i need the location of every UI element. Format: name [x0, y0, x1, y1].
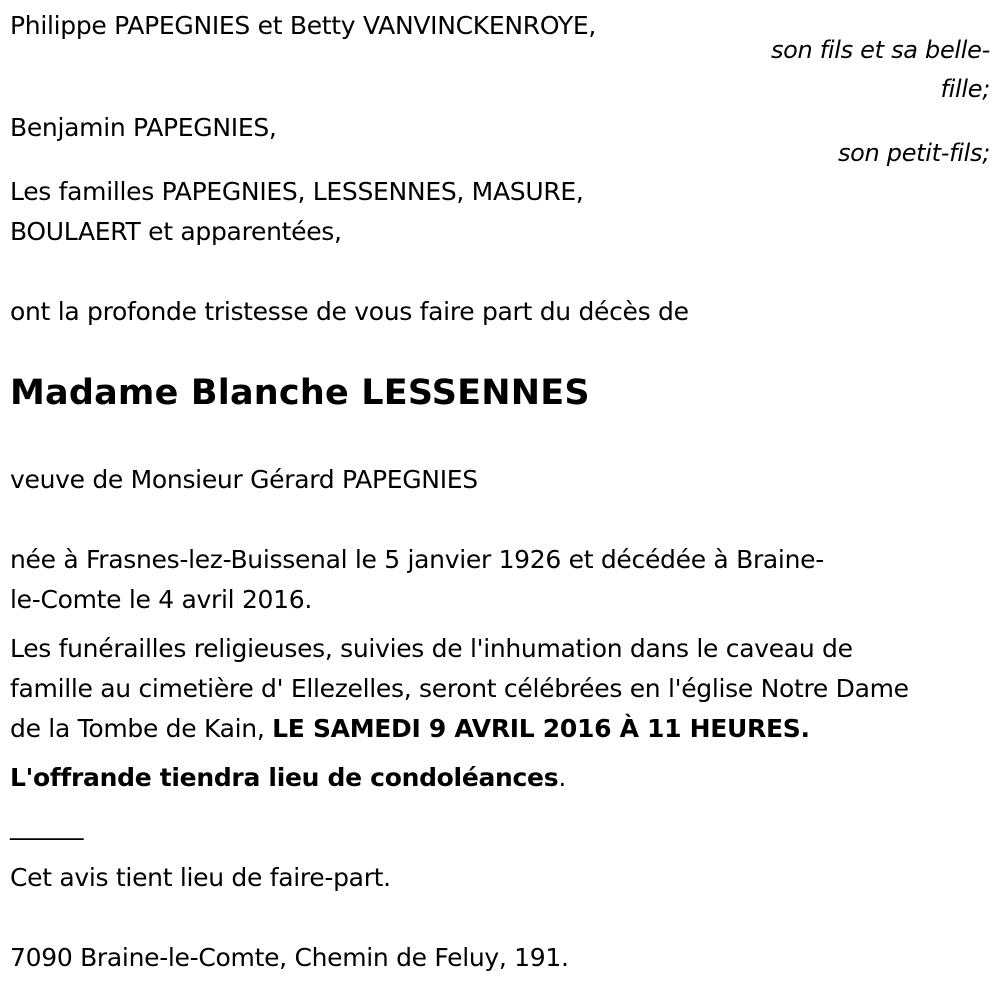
- offering-line: [10, 758, 566, 798]
- son-couple-relation-line2: fille;: [940, 75, 990, 103]
- birth-death-line1: née à Frasnes-lez-Buissenal le 5 janvier 1926 et décédée à Braine-: [10, 545, 824, 574]
- birth-death-line2: le-Comte le 4 avril 2016.: [10, 585, 313, 614]
- son-couple-relation-line1: son fils et sa belle-: [770, 36, 990, 64]
- funeral-line3: [10, 709, 810, 749]
- announcement-intro: ont la profonde tristesse de vous faire part du décès de: [10, 297, 689, 326]
- funeral-line3-regular: de la Tombe de Kain,: [10, 714, 273, 743]
- deceased-name: Madame Blanche LESSENNES: [10, 373, 590, 413]
- funeral-date-time: LE SAMEDI 9 AVRIL 2016 À 11 HEURES.: [272, 714, 810, 743]
- notice-text: Cet avis tient lieu de faire-part.: [10, 863, 391, 892]
- son-couple-names: Philippe PAPEGNIES et Betty VANVINCKENROYE,: [10, 11, 596, 40]
- grandson-relation: son petit-fils;: [837, 139, 990, 167]
- families-line1: Les familles PAPEGNIES, LESSENNES, MASURE,: [10, 177, 584, 206]
- widow-of: veuve de Monsieur Gérard PAPEGNIES: [10, 465, 478, 494]
- funeral-line1: Les funérailles religieuses, suivies de l'inhumation dans le caveau de: [10, 634, 853, 663]
- grandson-name: Benjamin PAPEGNIES,: [10, 113, 277, 142]
- separator: ______: [10, 811, 84, 840]
- funeral-line2: famille au cimetière d' Ellezelles, seront célébrées en l'église Notre Dame: [10, 674, 909, 703]
- address: 7090 Braine-le-Comte, Chemin de Feluy, 191.: [10, 943, 569, 972]
- offering-period: .: [558, 763, 566, 792]
- offering-text: L'offrande tiendra lieu de condoléances: [10, 763, 559, 792]
- families-line2: BOULAERT et apparentées,: [10, 217, 342, 246]
